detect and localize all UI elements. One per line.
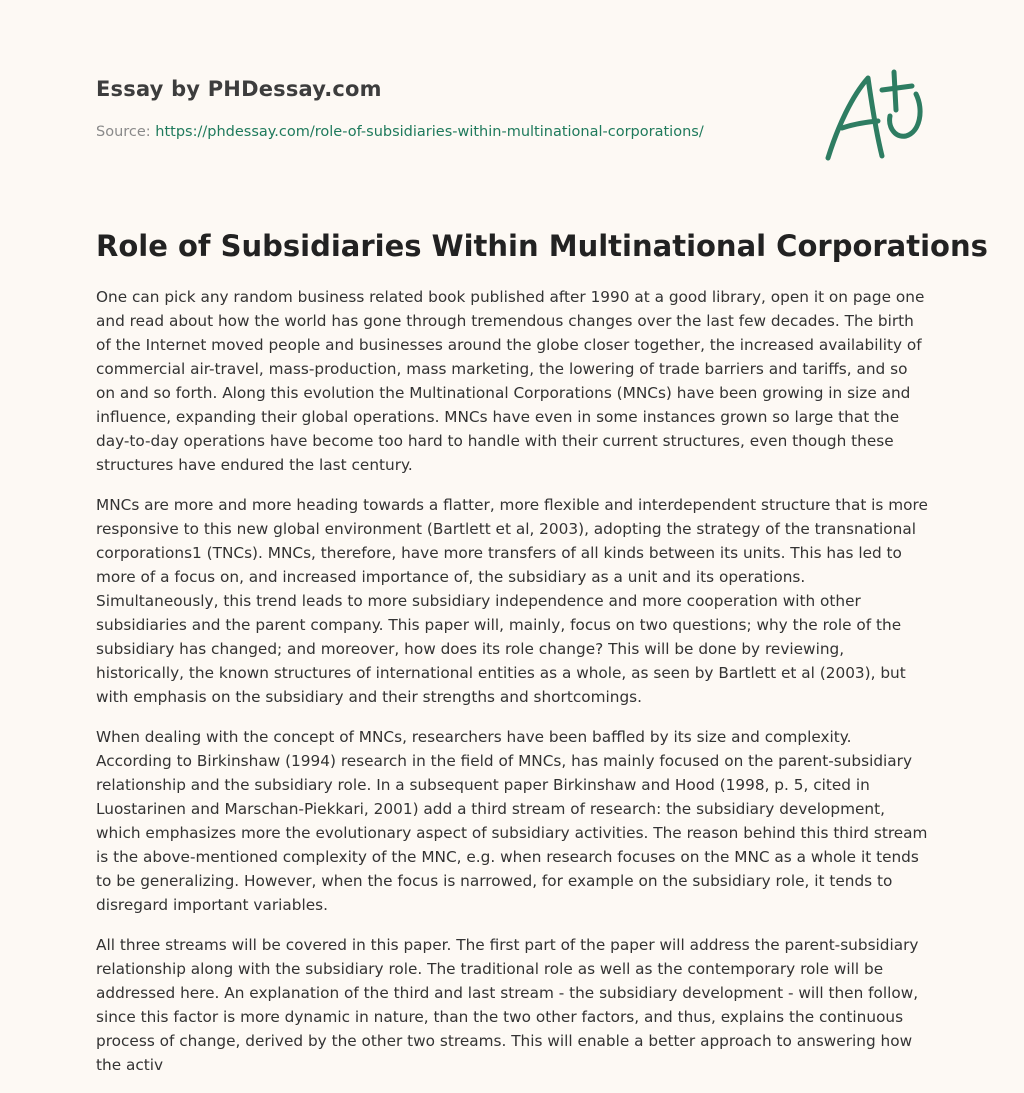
source-line	[96, 124, 704, 140]
paragraph: One can pick any random business related book published after 1990 at a good library, open it on page one and read about how the world has gone through tremendous changes over the last few decades. The birth of the Internet moved people and businesses around the globe closer together, the increased availability of commercial air-travel, mass-production, mass marketing, the lowering of trade barriers and tariffs, and so on and so forth. Along this evolution the Multinational Corporations (MNCs) have been growing in size and influence, expanding their global operations. MNCs have even in some instances grown so large that the day-to-day operations have become too hard to handle with their current structures, even though these structures have endured the last century.	[96, 288, 925, 474]
paragraph: All three streams will be covered in this paper. The first part of the paper will address the parent-subsidiary relationship along with the subsidiary role. The traditional role as well as the contemporary role will be addressed here. An explanation of the third and last stream - the subsidiary development - will then follow, since this factor is more dynamic in nature, than the two other factors, and thus, explains the continuous process of change, derived by the other two streams. This will enable a better approach to answering how the activ	[96, 936, 919, 1074]
article-body	[96, 285, 928, 1093]
source-label: Source:	[96, 124, 156, 140]
site-brand: Essay by PHDessay.com	[96, 77, 382, 101]
paragraph: MNCs are more and more heading towards a flatter, more flexible and interdependent structure that is more responsive to this new global environment (Bartlett et al, 2003), adopting the strategy of the transnational corporations1 (TNCs). MNCs, therefore, have more transfers of all kinds between its units. This has led to more of a focus on, and increased importance of, the subsidiary as a unit and its operations. Simultaneously, this trend leads to more subsidiary independence and more cooperation with other subsidiaries and the parent company. This paper will, mainly, focus on two questions; why the role of the subsidiary has changed; and moreover, how does its role change? This will be done by reviewing, historically, the known structures of international entities as a whole, as seen by Bartlett et al (2003), but with emphasis on the subsidiary and their strengths and shortcomings.	[96, 496, 928, 706]
paragraph: When dealing with the concept of MNCs, researchers have been baffled by its size and complexity. According to Birkinshaw (1994) research in the field of MNCs, has mainly focused on the parent-subsidiary relationship and the subsidiary role. In a subsequent paper Birkinshaw and Hood (1998, p. 5, cited in Luostarinen and Marschan-Piekkari, 2001) add a third stream of research: the subsidiary development, which emphasizes more the evolutionary aspect of subsidiary activities. The reason behind this third stream is the above-mentioned complexity of the MNC, e.g. when research focuses on the MNC as a whole it tends to be generalizing. However, when the focus is narrowed, for example on the subsidiary role, it tends to disregard important variables.	[96, 728, 928, 914]
article-title: Role of Subsidiaries Within Multinational Corporations	[96, 229, 988, 263]
essay-page	[96, 0, 988, 1074]
a-plus-grade-icon	[820, 66, 932, 166]
source-link[interactable]: https://phdessay.com/role-of-subsidiaries-within-multinational-corporations/	[155, 124, 704, 140]
page-header	[96, 0, 928, 200]
